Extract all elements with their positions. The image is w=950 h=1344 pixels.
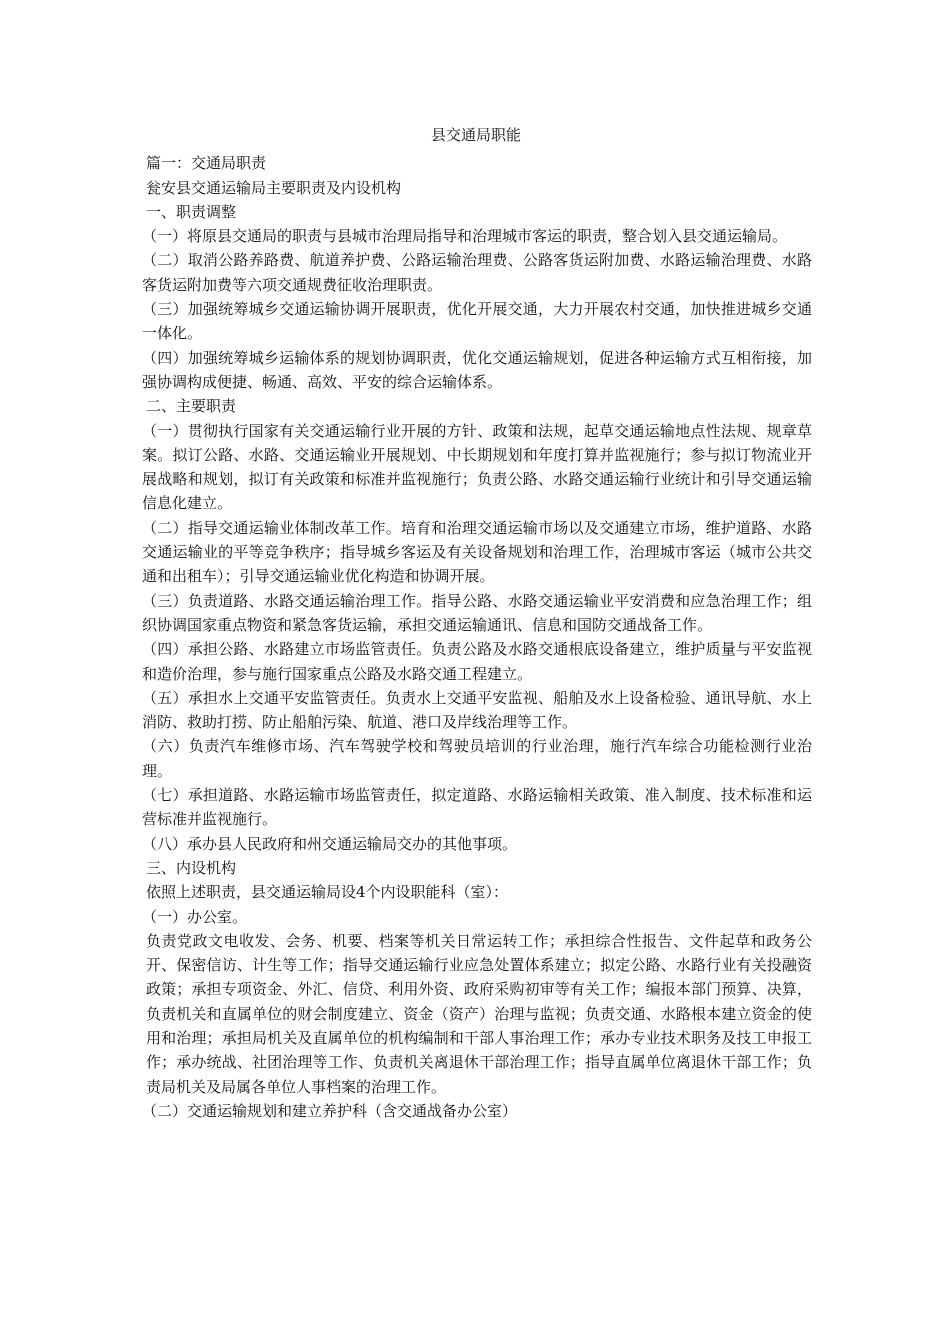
paragraph: （五）承担水上交通平安监管责任。负责水上交通平安监视、船舶及水上设备检验、通讯导航、水上消防、救助打捞、防止船舶污染、航道、港口及岸线治理等工作。 (142, 688, 812, 732)
paragraph: （三）加强统筹城乡交通运输协调开展职责，优化开展交通，大力开展农村交通，加快推进城乡交通一体化。 (142, 300, 812, 343)
document-title: 县交通局职能 (430, 126, 521, 144)
paragraph: （二）交通运输规划和建立养护科（含交通战备办公室） (142, 1101, 518, 1120)
paragraph: （七）承担道路、水路运输市场监管责任，拟定道路、水路运输相关政策、准入制度、技术标准和运营标准并监视施行。 (142, 786, 812, 829)
paragraph: （二）指导交通运输业体制改革工作。培育和治理交通运输市场以及交通建立市场，维护道路、水路交通运输业的平等竞争秩序；指导城乡客运及有关设备规划和治理工作，治理城市客运（城市公共交通和出租车）；引导交通运输业优化构造和协调开展。 (142, 518, 812, 586)
section-heading: 篇一：交通局职责 (146, 154, 267, 173)
paragraph: （六）负责汽车维修市场、汽车驾驶学校和驾驶员培训的行业治理，施行汽车综合功能检测行业治理。 (142, 737, 812, 780)
section-heading: 瓮安县交通运输局主要职责及内设机构 (146, 178, 402, 197)
paragraph: 依照上述职责，县交通运输局设4个内设职能科（室）： (146, 883, 509, 902)
paragraph: （四）加强统筹城乡运输体系的规划协调职责，优化交通运输规划，促进各种运输方式互相衔接，加强协调构成便捷、畅通、高效、平安的综合运输体系。 (142, 348, 812, 391)
paragraph: （八）承办县人民政府和州交通运输局交办的其他事项。 (142, 834, 518, 853)
paragraph: 负责党政文电收发、会务、机要、档案等机关日常运转工作；承担综合性报告、文件起草和政务公开、保密信访、计生等工作；指导交通运输行业应急处置体系建立；拟定公路、水路行业有关投融资政策；承担专项资金、外汇、信贷、利用外资、政府采购初审等有关工作；编报本部门预算、决算，负责机关和直属单位的财会制度建立、资金（资产）治理与监视；负责交通、水路根本建立资金的使用和治理；承担局机关及直属单位的机构编制和干部人事治理工作；承办专业技术职务及技工申报工作；承办统战、社团治理等工作、负责机关离退休干部治理工作；指导直属单位离退休干部工作；负责局机关及局属各单位人事档案的治理工作。 (146, 931, 812, 1096)
document-body (140, 123, 812, 1123)
paragraph: （一）贯彻执行国家有关交通运输行业开展的方针、政策和法规，起草交通运输地点性法规、规章草案。拟订公路、水路、交通运输业开展规划、中长期规划和年度打算并监视施行；参与拟订物流业开展战略和规划，拟订有关政策和标准并监视施行；负责公路、水路交通运输行业统计和引导交通运输信息化建立。 (142, 421, 812, 513)
section-heading: 一、职责调整 (146, 202, 237, 221)
section-heading: 二、主要职责 (146, 397, 237, 416)
paragraph: （一）办公室。 (142, 907, 248, 926)
section-heading: 三、内设机构 (146, 858, 237, 877)
paragraph: （四）承担公路、水路建立市场监管责任。负责公路及水路交通根底设备建立，维护质量与平安监视和造价治理，参与施行国家重点公路及水路交通工程建立。 (142, 640, 812, 683)
paragraph: （一）将原县交通局的职责与县城市治理局指导和治理城市客运的职责，整合划入县交通运输局。 (142, 227, 788, 246)
paragraph: （三）负责道路、水路交通运输治理工作。指导公路、水路交通运输业平安消费和应急治理工作；组织协调国家重点物资和紧急客货运输，承担交通运输通讯、信息和国防交通战备工作。 (142, 591, 812, 634)
paragraph: （二）取消公路养路费、航道养护费、公路运输治理费、公路客货运附加费、水路运输治理费、水路客货运附加费等六项交通规费征收治理职责。 (142, 251, 812, 294)
